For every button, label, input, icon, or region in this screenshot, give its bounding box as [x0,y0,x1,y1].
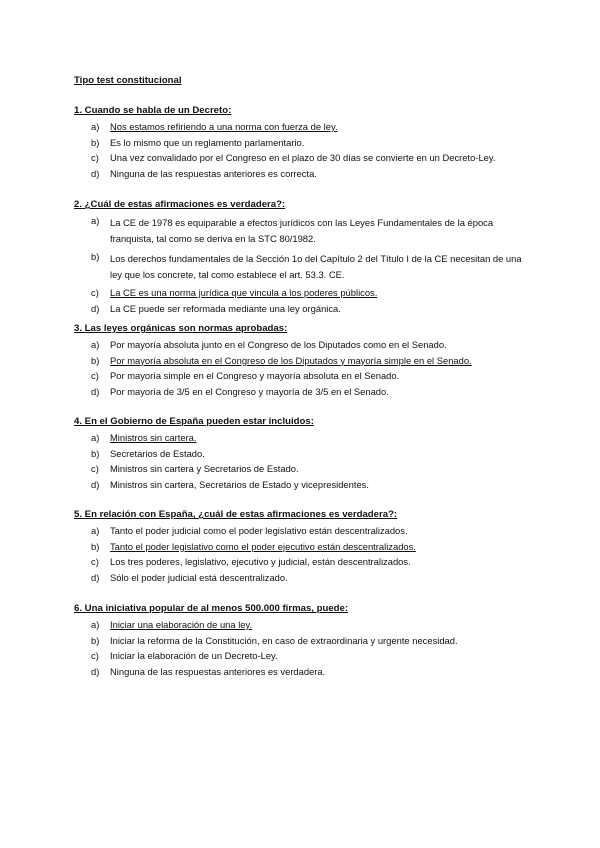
option-a: a) Iniciar una elaboración de una ley. [91,618,253,630]
option-d: d) Sólo el poder judicial está descentralizado. [91,572,288,584]
option-d: d) Por mayoría de 3/5 en el Congreso y mayoría de 3/5 en el Senado. [91,386,389,398]
document-title: Tipo test constitucional [74,75,182,86]
option-d: d) Ninguna de las respuestas anteriores es correcta. [91,168,317,180]
option-a: a) Ministros sin cartera. [91,431,197,443]
option-b: b) Iniciar la reforma de la Constitución, en caso de extraordinaria y urgente necesidad. [91,634,458,646]
option-a: a) La CE de 1978 es equiparable a efectos jurídicos con las Leyes Fundamentales de la época franquista, tal como se deriva en la STC 80/1982. [91,214,494,244]
option-b: b) Secretarios de Estado. [91,447,205,459]
option-d: d) La CE puede ser reformada mediante una ley orgánica. [91,302,341,314]
option-b: b) Es lo mismo que un reglamento parlamentario. [91,136,305,148]
option-c: c) Los tres poderes, legislativo, ejecutivo y judicial, están descentralizados. [91,556,411,568]
option-b: b) Por mayoría absoluta en el Congreso de los Diputados y mayoría simple en el Senado. [91,354,472,366]
question-text: 6. Una iniciativa popular de al menos 500.000 firmas, puede: [74,603,349,614]
option-b: b) Tanto el poder legislativo como el poder ejecutivo están descentralizados. [91,540,416,552]
question-text: 3. Las leyes orgánicas son normas aprobadas: [74,323,288,334]
question-text: 1. Cuando se habla de un Decreto: [74,105,232,116]
option-c: c) Ministros sin cartera y Secretarios de Estado. [91,463,299,475]
option-c: c) La CE es una norma jurídica que vincula a los poderes públicos. [91,286,378,298]
option-a: a) Nos estamos refiriendo a una norma con fuerza de ley. [91,120,338,132]
option-b: b) Los derechos fundamentales de la Sección 1o del Capítulo 2 del Título I de la CE necesitan de una ley que los concrete, tal como establece el art. 53.3. CE. [91,250,522,280]
question-1 [74,105,534,184]
question-text: 5. En relación con España, ¿cuál de estas afirmaciones es verdadera?: [74,509,398,520]
option-d: d) Ninguna de las respuestas anteriores es verdadera. [91,666,326,678]
question-5 [74,509,534,588]
option-c: c) Iniciar la elaboración de un Decreto-Ley. [91,650,278,662]
question-text: 4. En el Gobierno de España pueden estar incluidos: [74,416,314,427]
option-a: a) Por mayoría absoluta junto en el Congreso de los Diputados como en el Senado. [91,338,447,350]
question-text: 2. ¿Cuál de estas afirmaciones es verdadera?: [74,199,286,210]
question-2 [74,199,534,318]
question-4 [74,416,534,495]
option-c: c) Por mayoría simple en el Congreso y mayoría absoluta en el Senado. [91,370,400,382]
option-a: a) Tanto el poder judicial como el poder legislativo están descentralizados. [91,524,408,536]
question-6 [74,603,534,682]
option-c: c) Una vez convalidado por el Congreso en el plazo de 30 días se convierte en un Decreto-Ley. [91,152,496,164]
question-3 [74,323,534,402]
option-d: d) Ministros sin cartera, Secretarios de Estado y vicepresidentes. [91,479,369,491]
